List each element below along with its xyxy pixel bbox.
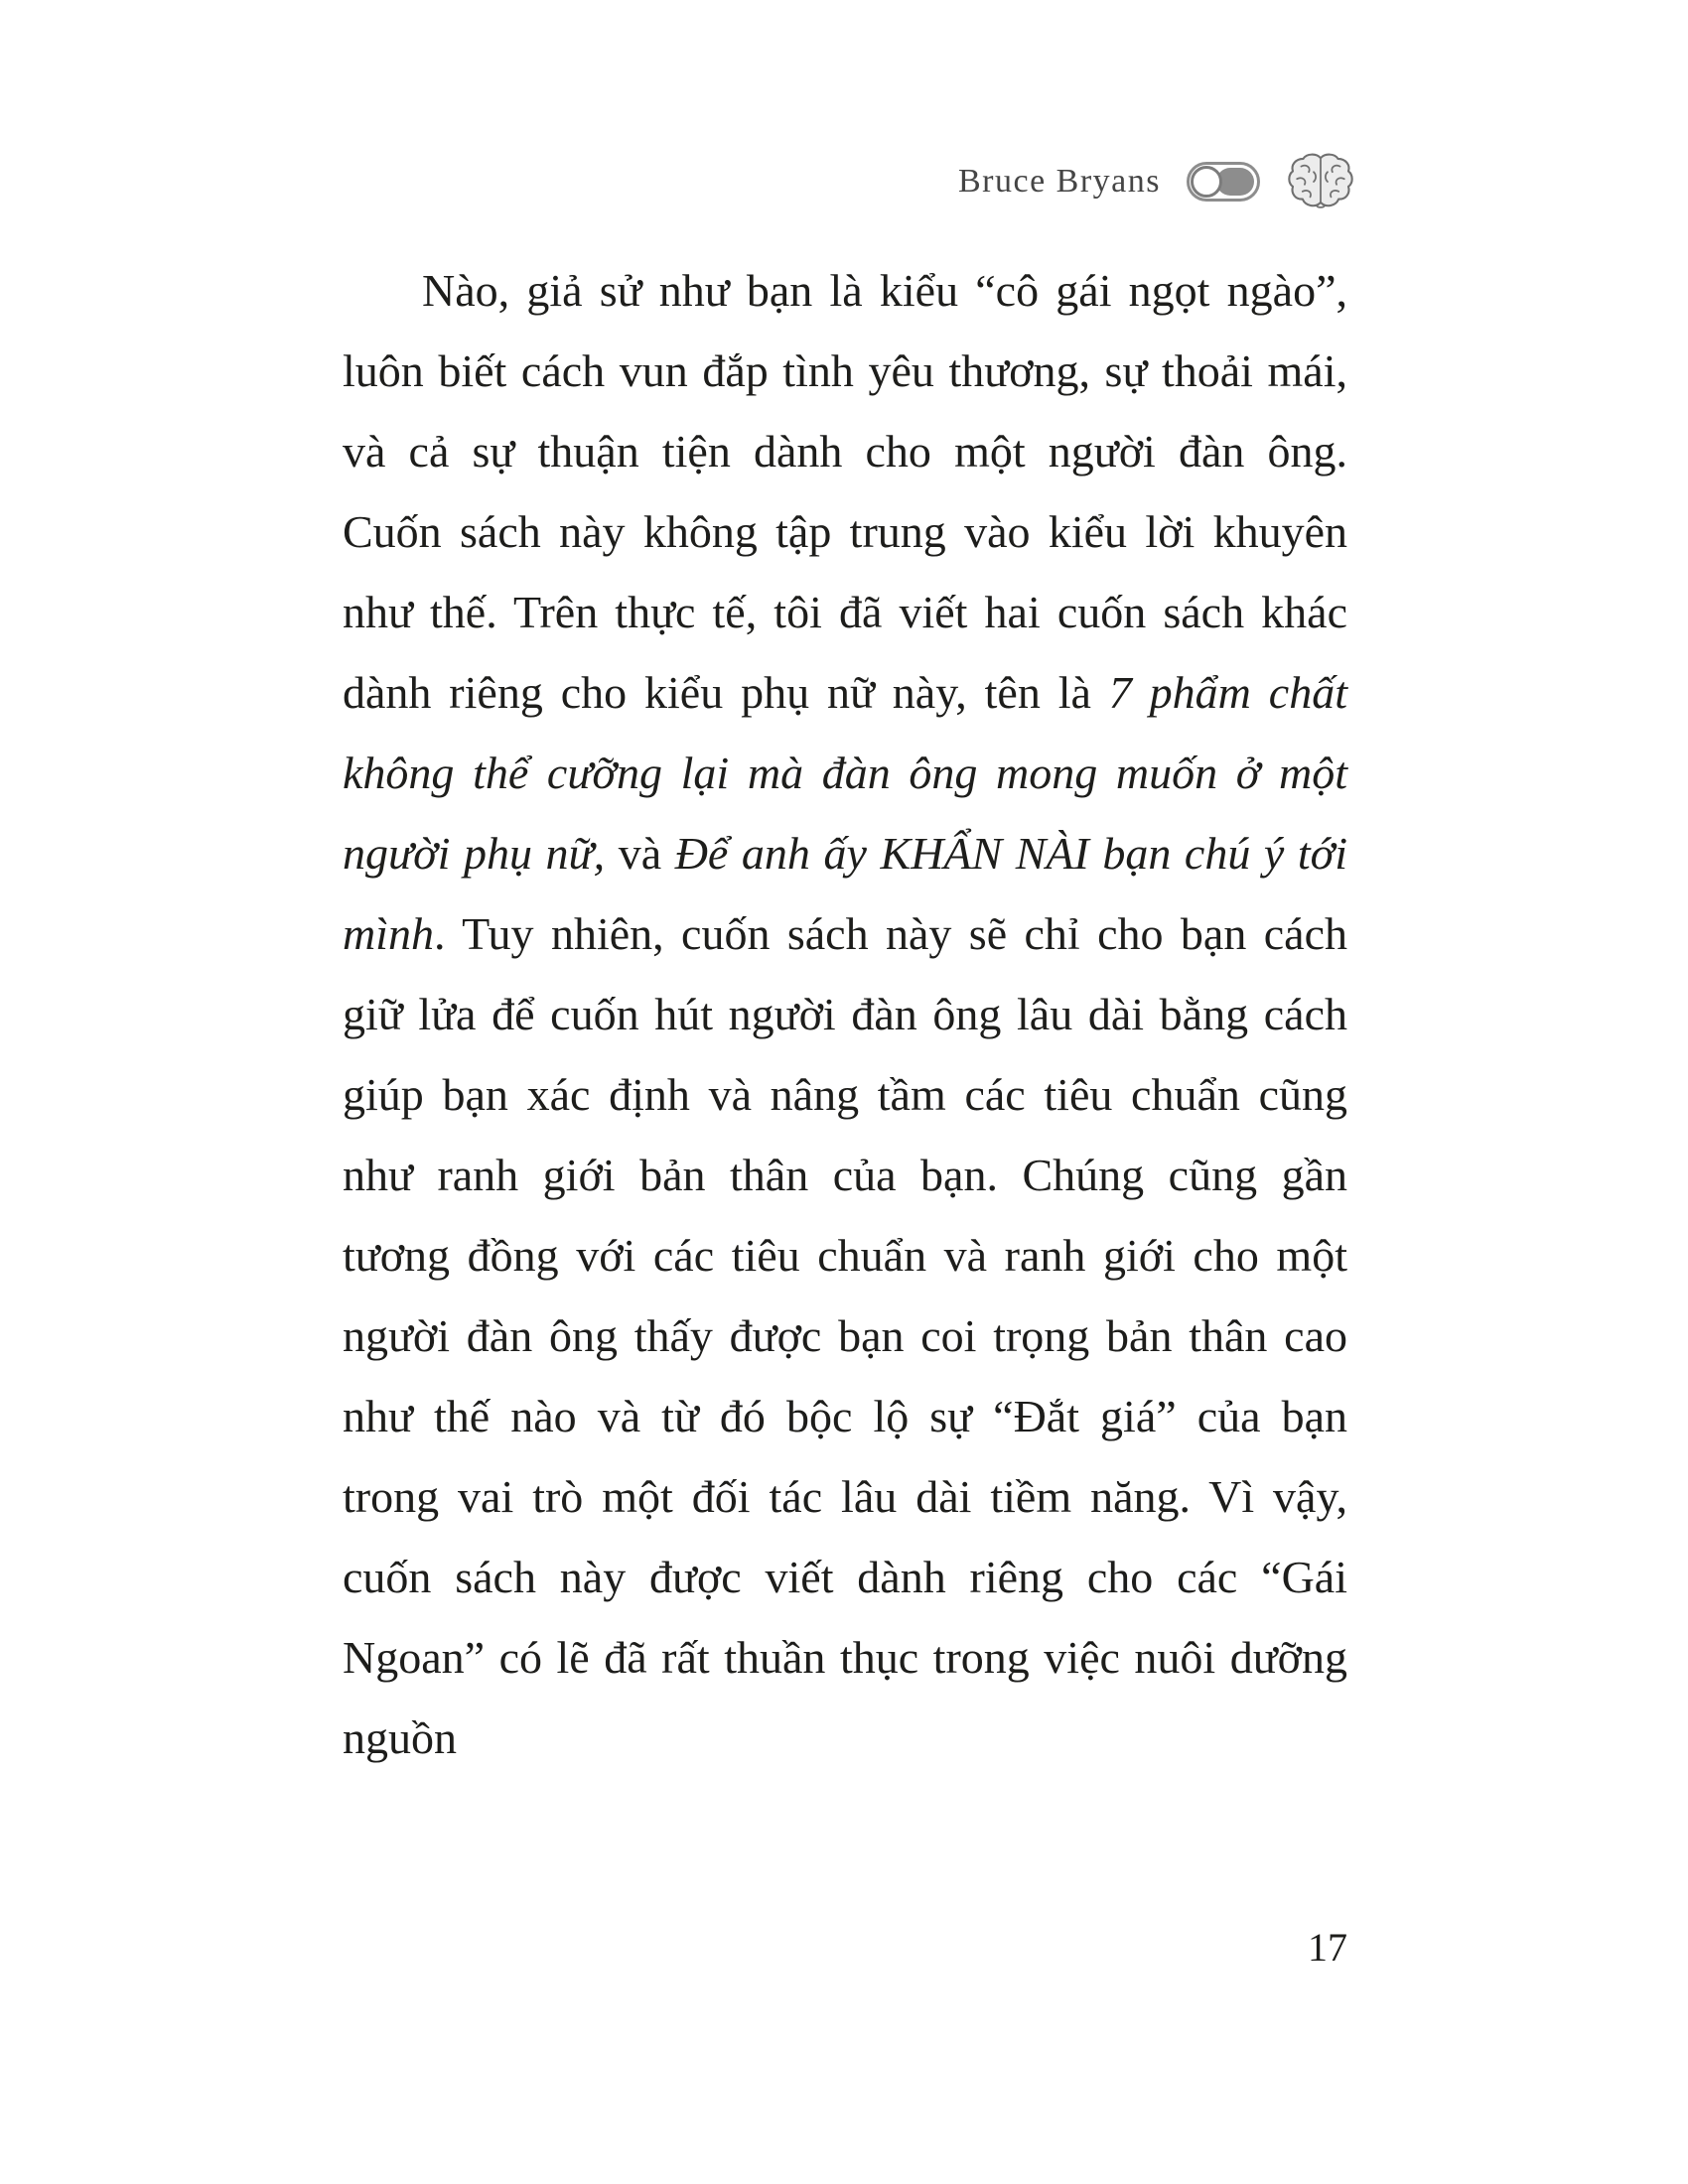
paragraph-segment-book-title-2: Để anh ấy KHẨN NÀI bạn chú ý tới mình: [343, 828, 1348, 959]
paragraph-segment: . Tuy nhiên, cuốn sách này sẽ chỉ cho bạn cách giữ lửa để cuốn hút người đàn ông lâu dài bằng cách giúp bạn xác định và nâng tầm các tiêu chuẩn cũng như ranh giới bản thân của bạn. Chúng cũng gần tương đồng với các tiêu chuẩn và ranh giới cho một người đàn ông thấy được bạn coi trọng bản thân cao như thế nào và từ đó bộc lộ sự “Đắt giá” của bạn trong vai trò một đối tác lâu dài tiềm năng. Vì vậy, cuốn sách này được viết dành riêng cho các “Gái Ngoan” có lẽ đã rất thuần thục trong việc nuôi dưỡng nguồn: [343, 908, 1347, 1763]
page-header: [343, 151, 1355, 212]
paragraph: [343, 250, 1347, 1778]
author-name: Bruce Bryans: [957, 163, 1161, 200]
page-number: 17: [1308, 1925, 1347, 1970]
brain-icon: [1286, 151, 1355, 212]
paragraph-segment: Nào, giả sử như bạn là kiểu “cô gái ngọt ngào”, luôn biết cách vun đắp tình yêu thương, sự thoải mái, và cả sự thuận tiện dành cho một người đàn ông. Cuốn sách này không tập trung vào kiểu lời khuyên như thế. Trên thực tế, tôi đã viết hai cuốn sách khác dành riêng cho kiểu phụ nữ này, tên là: [343, 265, 1347, 718]
toggle-knob: [1191, 166, 1222, 198]
paragraph-segment: và: [605, 828, 675, 879]
toggle-switch-icon: [1187, 162, 1260, 202]
paragraph-segment-book-title-1: 7 phẩm chất không thể cưỡng lại mà đàn ông mong muốn ở một người phụ nữ,: [343, 667, 1347, 879]
